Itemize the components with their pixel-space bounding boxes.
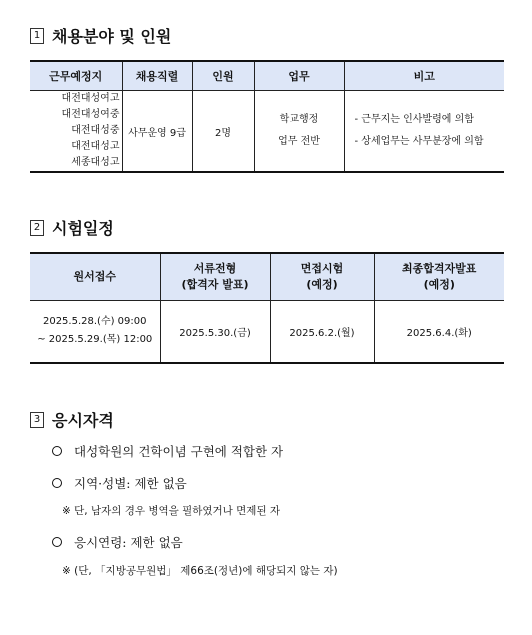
header-remarks: 비고 [344, 61, 504, 91]
section-heading: 시험일정 [52, 219, 114, 238]
application-line: 2025.5.28.(수) 09:00 [42, 316, 147, 328]
qualification-item [52, 533, 183, 551]
header-application [30, 253, 160, 301]
table-row [30, 91, 504, 173]
remarks-cell [344, 91, 504, 173]
qualification-item [52, 442, 283, 460]
remark-line: - 근무지는 인사발령에 의함 [354, 114, 474, 125]
section-heading: 채용분야 및 인원 [52, 27, 172, 46]
header-final [374, 253, 504, 301]
document-screening-cell: 2025.5.30.(금) [160, 301, 270, 363]
header-line: 면접시험 [300, 262, 344, 275]
final-cell: 2025.6.4.(화) [374, 301, 504, 363]
qualification-note: ※ (단, 「지방공무원법」 제66조(정년)에 해당되지 않는 자) [62, 565, 338, 577]
section-title-schedule [30, 216, 114, 239]
school-name: 대전대성여중 [61, 109, 120, 120]
qualification-note: ※ 단, 남자의 경우 병역을 필하였거나 면제된 자 [62, 505, 281, 517]
remark-line: - 상세업무는 사무분장에 의함 [354, 136, 484, 147]
header-line: (합격자 발표) [181, 278, 249, 291]
workplace-cell [30, 91, 122, 173]
header-line: 원서접수 [73, 270, 116, 283]
section-title-qualification [30, 408, 114, 431]
duty-line: 업무 전반 [278, 136, 320, 147]
qualification-text: 지역·성별: 제한 없음 [74, 476, 187, 491]
count-cell: 2명 [192, 91, 254, 173]
duty-line: 학교행정 [279, 114, 319, 125]
qualification-item [52, 474, 187, 492]
qualification-text: 응시연령: 제한 없음 [74, 535, 183, 550]
header-line: (예정) [423, 278, 455, 291]
table-header-row [30, 253, 504, 301]
header-duty: 업무 [254, 61, 344, 91]
header-line: 최종합격자발표 [402, 262, 477, 275]
application-line: ~ 2025.5.29.(목) 12:00 [37, 334, 153, 346]
duty-cell [254, 91, 344, 173]
recruitment-table [30, 60, 504, 173]
circle-bullet-icon [52, 478, 62, 488]
circle-bullet-icon [52, 537, 62, 547]
school-name: 세종대성고 [71, 157, 120, 168]
table-row [30, 301, 504, 363]
schedule-table [30, 252, 504, 364]
header-document-screening [160, 253, 270, 301]
school-name: 대전대성중 [71, 125, 120, 136]
header-line: (예정) [306, 278, 338, 291]
header-interview [270, 253, 374, 301]
section-number: 2 [30, 220, 44, 236]
header-position: 채용직렬 [122, 61, 192, 91]
section-number: 3 [30, 412, 44, 428]
interview-cell: 2025.6.2.(월) [270, 301, 374, 363]
qualification-text: 대성학원의 건학이념 구현에 적합한 자 [74, 444, 284, 459]
position-cell: 사무운영 9급 [122, 91, 192, 173]
application-cell [30, 301, 160, 363]
section-heading: 응시자격 [52, 411, 114, 430]
table-header-row [30, 61, 504, 91]
section-title-recruitment [30, 24, 171, 47]
circle-bullet-icon [52, 446, 62, 456]
header-line: 서류전형 [193, 262, 237, 275]
school-name: 대전대성여고 [61, 93, 120, 104]
section-number: 1 [30, 28, 44, 44]
school-name: 대전대성고 [71, 141, 120, 152]
header-count: 인원 [192, 61, 254, 91]
header-workplace: 근무예정지 [30, 61, 122, 91]
